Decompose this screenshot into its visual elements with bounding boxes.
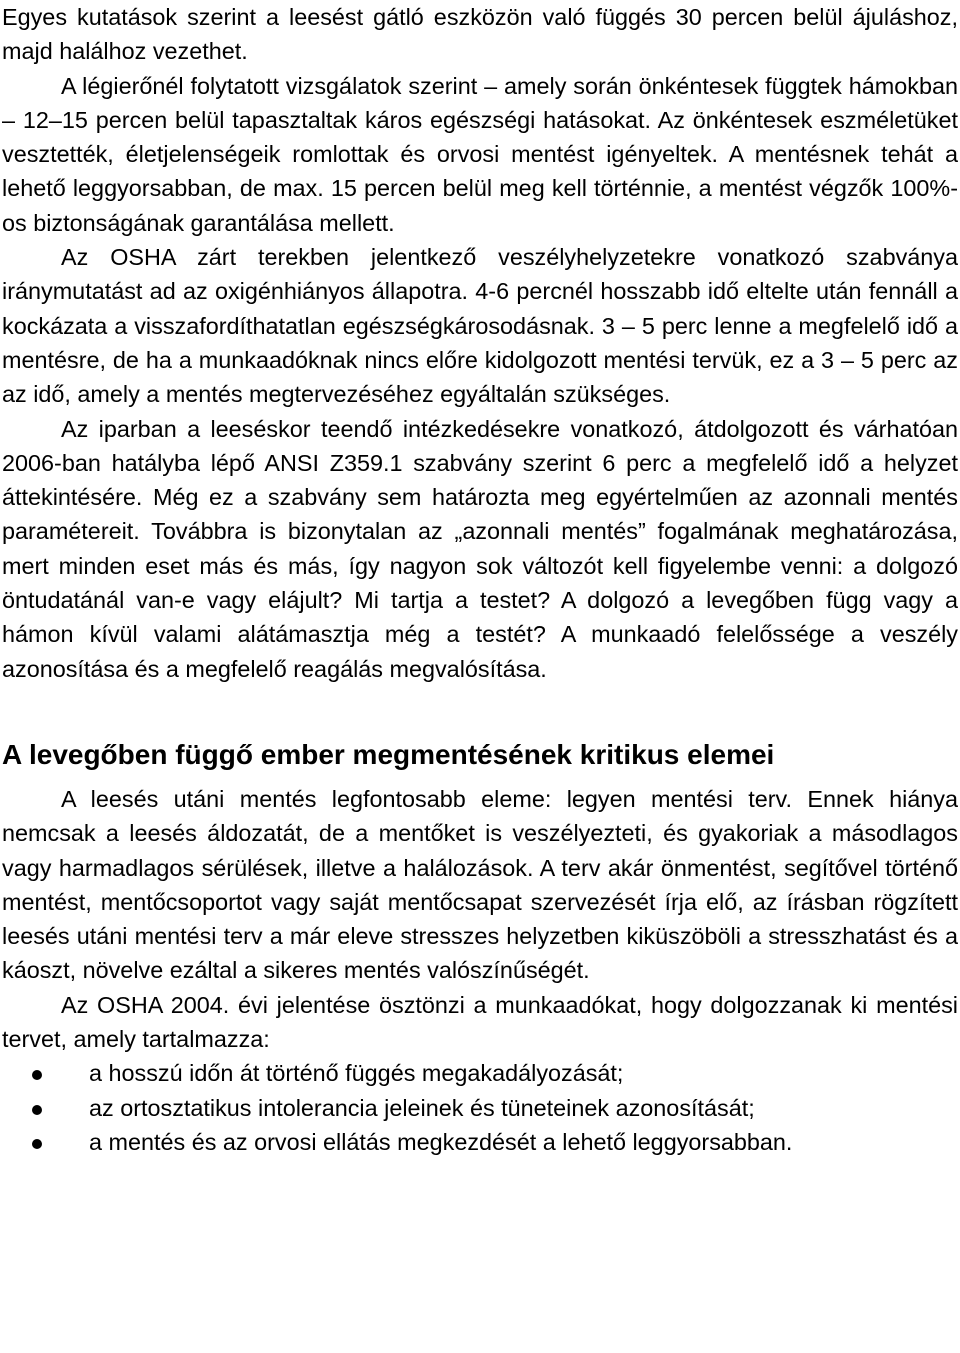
paragraph-3: Az OSHA zárt terekben jelentkező veszélyhelyzetekre vonatkozó szabványa iránymutatást ad az oxigénhiányos állapotra. 4-6 percnél hosszabb idő eltelte után fennáll a kockázata a visszafordíthatatlan egészségkárosodásnak. 3 – 5 perc lenne a megfelelő idő a mentésre, de ha a munkaadóknak nincs előre kidolgozott mentési tervük, ez a 3 – 5 perc az az idő, amely a mentés megtervezéséhez egyáltalán szükséges. — [2, 244, 958, 408]
bullet-icon — [32, 1139, 42, 1149]
paragraph-2: A légierőnél folytatott vizsgálatok szerint – amely során önkéntesek függtek hámokban – 12–15 percen belül tapasztaltak káros egészségi hatásokat. Az önkéntesek eszméletüket vesztették, életjelenségeik romlottak és orvosi mentést igényeltek. A mentésnek tehát a lehető leggyorsabban, de max. 15 percen belül meg kell történnie, a mentést végzők 100%-os biztonságának garantálása mellett. — [2, 72, 958, 236]
bullet-icon — [32, 1070, 42, 1080]
paragraph-4: Az iparban a leeséskor teendő intézkedésekre vonatkozó, átdolgozott és várhatóan 2006-ban hatályba lépő ANSI Z359.1 szabvány szerint 6 perc a megfelelő idő a helyzet áttekintésére. Még ez a szabvány sem határozta meg egyértelműen az azonnali mentés paramétereit. Továbbra is bizonytalan az „azonnali mentés” fogalmának meghatározása, mert minden eset más és más, így nagyon sok változót kell figyelembe venni: a dolgozó öntudatánál van-e vagy elájult? Mi tartja a testet? A dolgozó a levegőben függ vagy a hámon kívül valami alátámasztja még a testét? A munkaadó felelőssége a veszély azonosítása és a megfelelő reagálás megvalósítása. — [2, 415, 958, 682]
paragraph-1: Egyes kutatások szerint a leesést gátló eszközön való függés 30 percen belül ájuláshoz, majd halálhoz vezethet. — [2, 4, 958, 65]
list-item — [32, 1091, 958, 1125]
list-item-text: a mentés és az orvosi ellátás megkezdését a lehető leggyorsabban. — [89, 1128, 793, 1155]
list-item — [32, 1125, 958, 1159]
list-item-text: a hosszú időn át történő függés megakadályozását; — [89, 1060, 624, 1087]
bullet-list — [2, 1056, 958, 1159]
section-paragraph-1: A leesés utáni mentés legfontosabb eleme: legyen mentési terv. Ennek hiánya nemcsak a leesés áldozatát, de a mentőket is veszélyezteti, és gyakoriak a másodlagos vagy harmadlagos sérülések, illetve a halálozások. A terv akár önmentést, segítővel történő mentést, mentőcsoportot vagy saját mentőcsapat szervezését írja elő, az írásban rögzített leesés utáni mentési terv a már eleve stresszes helyzetben kiküszöböli a stresszhatást és a káoszt, növelve ezáltal a sikeres mentés valószínűségét. — [2, 785, 958, 984]
list-item-text: az ortosztatikus intolerancia jeleinek és tüneteinek azonosítását; — [89, 1094, 755, 1121]
list-item — [32, 1056, 958, 1090]
section-paragraph-2: Az OSHA 2004. évi jelentése ösztönzi a munkaadókat, hogy dolgozzanak ki mentési tervet, amely tartalmazza: — [2, 991, 958, 1053]
bullet-icon — [32, 1105, 42, 1115]
section-heading: A levegőben függő ember megmentésének kritikus elemei — [2, 738, 775, 770]
